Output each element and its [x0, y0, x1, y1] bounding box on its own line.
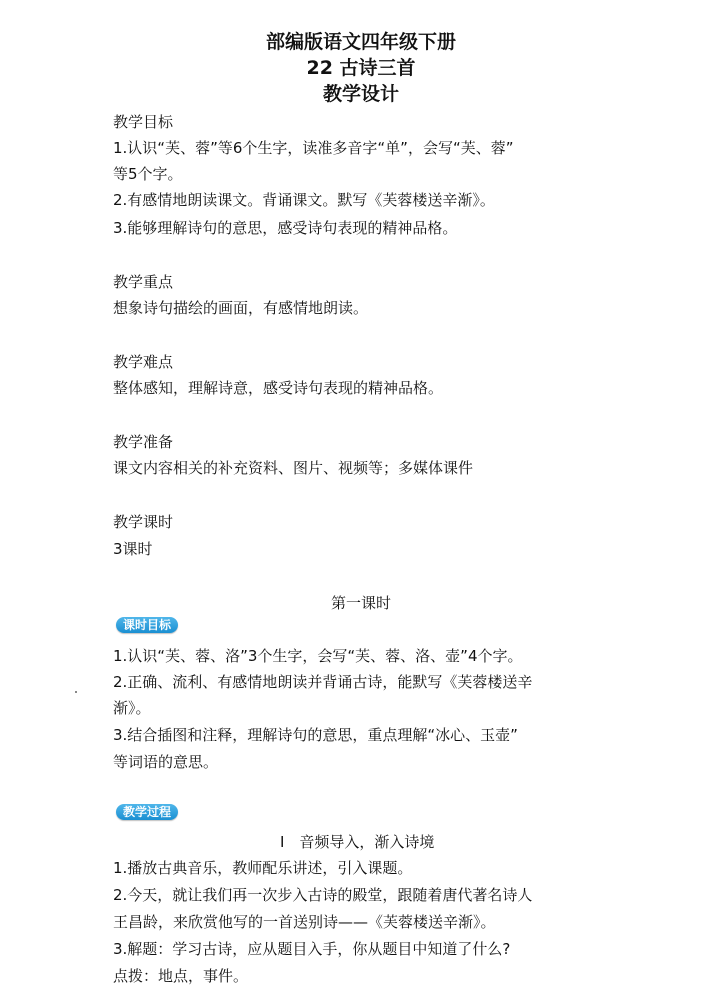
lesson-goal-3-line-1: 3.结合插图和注释，理解诗句的意思，重点理解“冰心、玉壶” [113, 726, 518, 744]
lesson-goal-3-line-2: 等词语的意思。 [113, 753, 219, 771]
difficulties-text: 整体感知，理解诗意，感受诗句表现的精神品格。 [113, 379, 444, 397]
objectives-heading: 教学目标 [113, 113, 174, 131]
step-2-line-1: 2.今天，就让我们再一次步入古诗的殿堂，跟随着唐代著名诗人 [113, 886, 533, 904]
lesson-goal-1: 1.认识“芙、蓉、洛”3个生字，会写“芙、蓉、洛、壶”4个字。 [113, 647, 523, 665]
step-1: 1.播放古典音乐，教师配乐讲述，引入课题。 [113, 859, 413, 877]
doc-title: 部编版语文四年级下册 [265, 31, 456, 53]
preparation-text: 课文内容相关的补充资料、图片、视频等；多媒体课件 [113, 459, 474, 477]
objective-2: 2.有感情地朗读课文。背诵课文。默写《芙蓉楼送辛渐》。 [113, 191, 495, 209]
step-2-line-2: 王昌龄，来欣赏他写的一首送别诗——《芙蓉楼送辛渐》。 [113, 913, 496, 931]
difficulties-heading: 教学难点 [113, 353, 174, 371]
lesson-title: 22 古诗三首 [306, 57, 416, 79]
step-3: 3.解题：学习古诗，应从题目入手，你从题目中知道了什么? [113, 940, 511, 958]
lesson-goals-badge: 课时目标 [116, 617, 178, 633]
lesson1-heading: 第一课时 [330, 594, 391, 612]
lesson-goal-2-line-1: 2.正确、流利、有感情地朗读并背诵古诗，能默写《芙蓉楼送辛 [113, 673, 533, 691]
stray-mark [75, 691, 77, 693]
hint-text: 点拨：地点，事件。 [113, 967, 249, 985]
key-points-text: 想象诗句描绘的画面，有感情地朗读。 [113, 299, 369, 317]
lesson-goal-2-line-2: 渐》。 [113, 699, 151, 717]
key-points-heading: 教学重点 [113, 273, 174, 291]
objective-3: 3.能够理解诗句的意思，感受诗句表现的精神品格。 [113, 219, 458, 237]
objective-1-line-1: 1.认识“芙、蓉”等6个生字，读准多音字“单”，会写“芙、蓉” [113, 139, 514, 157]
objective-1-line-2: 等5个字。 [113, 165, 183, 183]
section-1-title: Ⅰ 音频导入，渐入诗境 [280, 833, 435, 851]
teaching-process-badge: 教学过程 [116, 804, 178, 820]
doc-subtitle: 教学设计 [322, 83, 399, 105]
preparation-heading: 教学准备 [113, 433, 174, 451]
periods-text: 3课时 [113, 540, 153, 558]
periods-heading: 教学课时 [113, 513, 174, 531]
